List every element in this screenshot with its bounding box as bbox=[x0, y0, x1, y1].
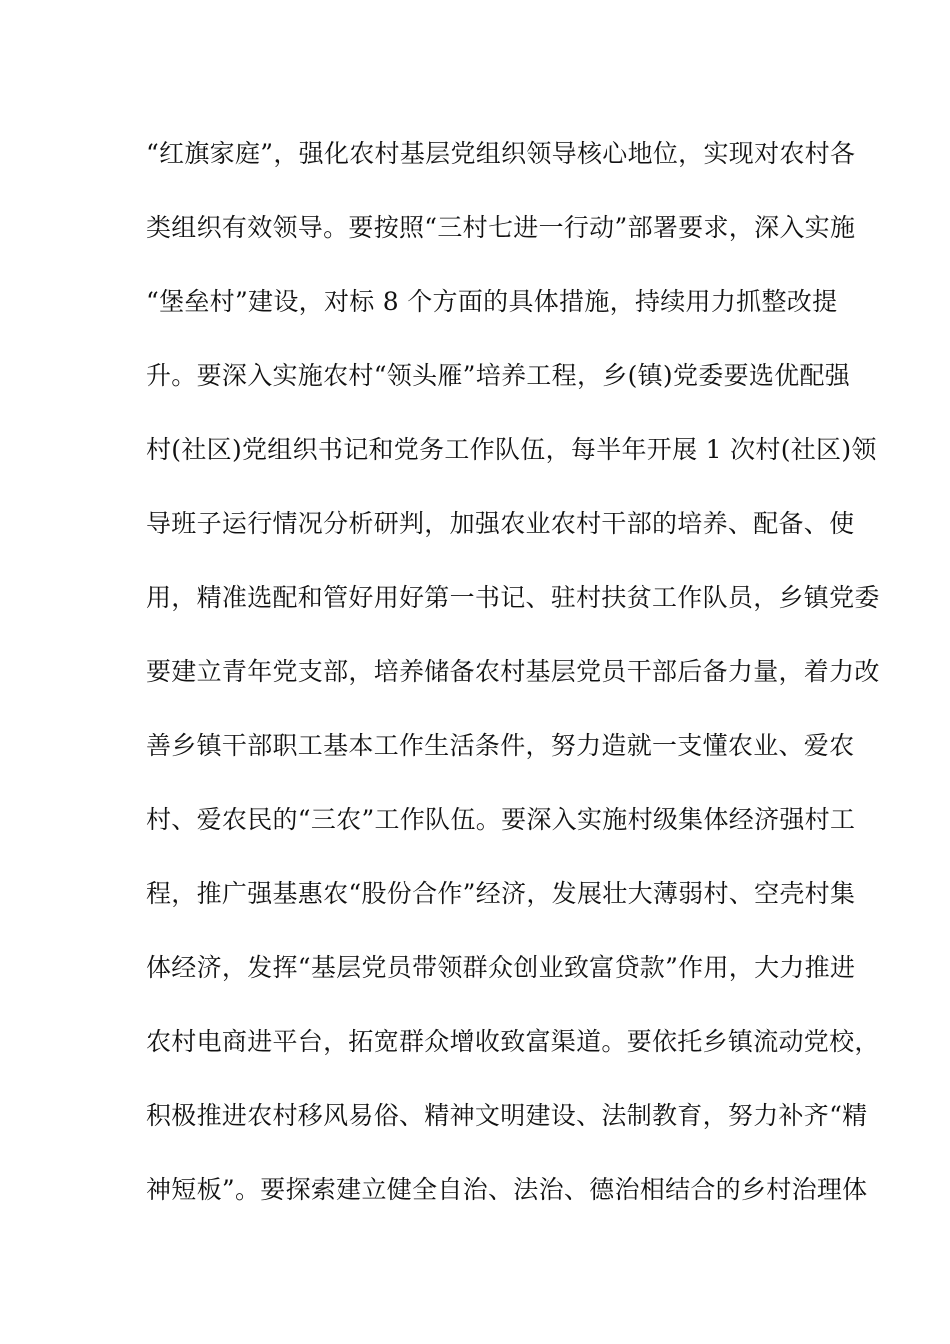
text-line: 程，推广强基惠农“股份合作”经济，发展壮大薄弱村、空壳村集 bbox=[146, 879, 856, 908]
text-line: “堡垒村”建设，对标 8 个方面的具体措施，持续用力抓整改提 bbox=[146, 287, 838, 316]
text-line: 导班子运行情况分析研判，加强农业农村干部的培养、配备、使 bbox=[146, 509, 855, 538]
text-line: “红旗家庭”，强化农村基层党组织领导核心地位，实现对农村各 bbox=[146, 139, 856, 168]
text-line: 类组织有效领导。要按照“三村七进一行动”部署要求，深入实施 bbox=[146, 213, 856, 242]
text-line: 升。要深入实施农村“领头雁”培养工程，乡(镇)党委要选优配强 bbox=[146, 361, 851, 390]
text-line: 村、爱农民的“三农”工作队伍。要深入实施村级集体经济强村工 bbox=[146, 805, 856, 834]
text-line: 村(社区)党组织书记和党务工作队伍，每半年开展 1 次村(社区)领 bbox=[146, 435, 877, 464]
text-line: 要建立青年党支部，培养储备农村基层党员干部后备力量，着力改 bbox=[146, 657, 880, 686]
text-line: 农村电商进平台，拓宽群众增收致富渠道。要依托乡镇流动党校， bbox=[146, 1027, 880, 1056]
body-text bbox=[146, 134, 880, 1244]
text-line: 善乡镇干部职工基本工作生活条件，努力造就一支懂农业、爱农 bbox=[146, 731, 855, 760]
text-line: 积极推进农村移风易俗、精神文明建设、法制教育，努力补齐“精 bbox=[146, 1101, 868, 1130]
text-line: 体经济，发挥“基层党员带领群众创业致富贷款”作用，大力推进 bbox=[146, 953, 856, 982]
text-line: 用，精准选配和管好用好第一书记、驻村扶贫工作队员，乡镇党委 bbox=[146, 583, 880, 612]
text-line: 神短板”。要探索建立健全自治、法治、德治相结合的乡村治理体 bbox=[146, 1175, 868, 1204]
